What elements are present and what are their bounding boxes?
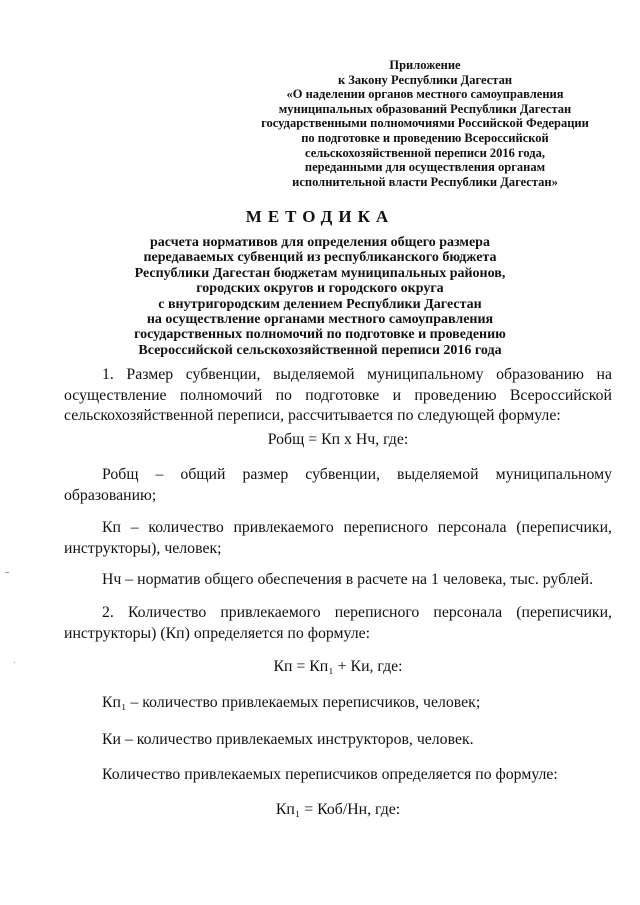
appendix-line: «О наделении органов местного самоуправления	[286, 87, 564, 102]
scan-mark	[5, 572, 9, 573]
appendix-line: государственными полномочиями Российской Федерации	[261, 116, 589, 131]
appendix-line: переданными для осуществления органам	[304, 160, 546, 175]
definition-kp1: Кп₁ – количество привлекаемых переписчиков, человек;	[102, 694, 481, 711]
subtitle-line: передаваемых субвенций из республиканского бюджета	[143, 250, 497, 266]
subtitle-line: с внутригородским делением Республики Дагестан	[158, 296, 482, 312]
appendix-line: муниципальных образований Республики Дагестан	[278, 101, 572, 116]
document-title: МЕТОДИКА	[245, 207, 395, 226]
subtitle-line: Республики Дагестан бюджетам муниципальных районов,	[134, 265, 506, 281]
formula-2: Кп = Кп₁ + Ки, где:	[273, 658, 403, 675]
document-subtitle	[80, 235, 560, 358]
subtitle-line: Всероссийской сельскохозяйственной переписи 2016 года	[138, 342, 502, 358]
appendix-line: по подготовке и проведению Всероссийской	[301, 130, 549, 145]
subtitle-line: на осуществление органами местного самоуправления	[146, 312, 494, 328]
formula-3: Кп₁ = Коб/Нн, где:	[275, 801, 401, 818]
appendix-line: исполнительной власти Республики Дагестан»	[292, 174, 558, 189]
definition-robshch: Робщ – общий размер субвенции, выделяемой муниципальному образованию;	[64, 466, 612, 504]
appendix-line: сельскохозяйственной переписи 2016 года,	[305, 145, 545, 160]
subtitle-line: городских округов и городского округа	[196, 281, 444, 297]
subtitle-line: государственных полномочий по подготовке и проведению	[134, 327, 506, 343]
definition-ki: Ки – количество привлекаемых инструкторов, человек.	[102, 731, 474, 748]
appendix-line: к Закону Республики Дагестан	[337, 72, 513, 87]
subtitle-line: расчета нормативов для определения общего размера	[150, 235, 490, 250]
appendix-line: Приложение	[389, 58, 461, 72]
scan-dot	[14, 662, 15, 663]
paragraph-1: 1. Размер субвенции, выделяемой муниципальному образованию на осуществление полномочий по подготовке и проведению Всероссийской сельскохозяйственной переписи, рассчитывается по следующей формуле:	[64, 366, 612, 424]
appendix-header	[250, 58, 600, 189]
definition-nch: Нч – норматив общего обеспечения в расчете на 1 человека, тыс. рублей.	[102, 571, 594, 588]
paragraph-3: Количество привлекаемых переписчиков определяется по формуле:	[102, 766, 558, 783]
formula-1: Робщ = Кп х Нч, где:	[267, 431, 409, 448]
paragraph-2: 2. Количество привлекаемого переписного персонала (переписчики, инструкторы) (Кп) определяется по формуле:	[64, 604, 612, 642]
definition-kp: Кп – количество привлекаемого переписного персонала (переписчики, инструкторы), человек;	[64, 519, 612, 557]
